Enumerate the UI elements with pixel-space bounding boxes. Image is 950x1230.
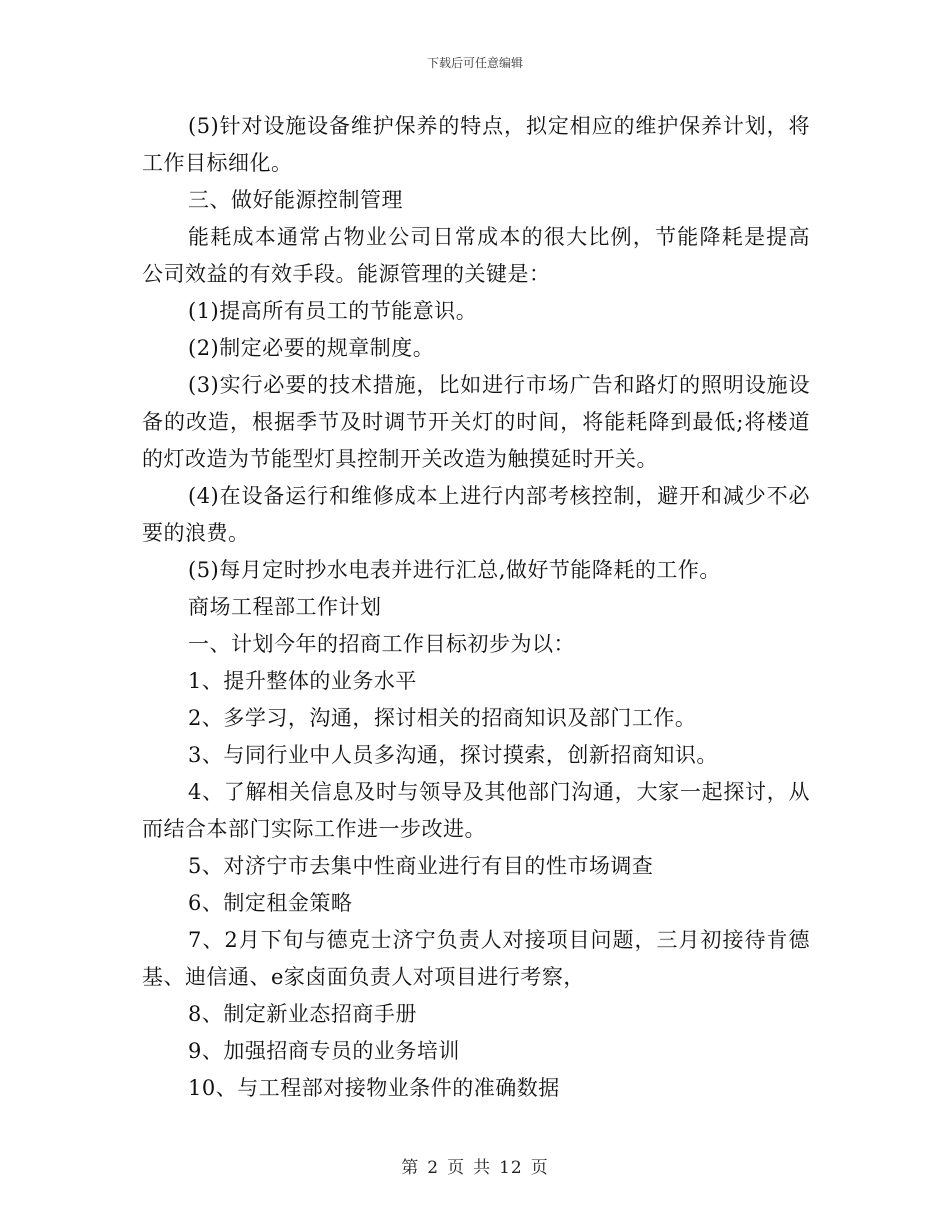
page-footer [0,1153,950,1178]
list-item: 6、制定租金策略 [188,891,353,915]
list-item: 10、与工程部对接物业条件的准确数据 [188,1076,560,1100]
list-item: (3)实行必要的技术措施，比如进行市场广告和路灯的照明设施设备的改造，根据季节及时调节开关灯的时间，将能耗降到最低;将楼道的灯改造为节能型灯具控制开关改造为触摸延时开关。 [142,373,810,471]
list-item: (5)每月定时抄水电表并进行汇总,做好节能降耗的工作。 [188,558,721,582]
list-item: 8、制定新业态招商手册 [188,1002,417,1026]
page-total: 12 [499,1158,523,1178]
list-item: 1、提升整体的业务水平 [188,669,417,693]
list-item: (2)制定必要的规章制度。 [188,336,435,360]
footer-suffix: 页 [530,1158,549,1178]
list-item: 4、了解相关信息及时与领导及其他部门沟通，大家一起探讨，从而结合本部门实际工作进一步改进。 [142,780,810,841]
footer-prefix: 第 [401,1158,420,1178]
paragraph: 能耗成本通常占物业公司日常成本的很大比例，节能降耗是提高公司效益的有效手段。能源管理的关键是： [142,225,810,286]
page-number: 2 [427,1158,440,1178]
list-item: 3、与同行业中人员多沟通，探讨摸索，创新招商知识。 [188,743,718,767]
section-heading: 三、做好能源控制管理 [188,188,403,212]
section-heading: 一、计划今年的招商工作目标初步为以： [188,632,575,656]
list-item: 5、对济宁市去集中性商业进行有目的性市场调查 [188,854,654,878]
section-heading: 商场工程部工作计划 [188,595,382,619]
paragraph: (5)针对设施设备维护保养的特点，拟定相应的维护保养计划，将工作目标细化。 [142,114,810,175]
footer-page-word: 页 [447,1158,466,1178]
document-body [142,108,810,1107]
list-item: (1)提高所有员工的节能意识。 [188,299,478,323]
footer-total-word: 共 [473,1158,492,1178]
page-header: 下载后可任意编辑 [426,56,523,70]
list-item: 7、2月下旬与德克士济宁负责人对接项目问题，三月初接待肯德基、迪信通、e家卤面负责人对项目进行考察， [142,928,810,989]
list-item: 9、加强招商专员的业务培训 [188,1039,460,1063]
list-item: 2、多学习，沟通，探讨相关的招商知识及部门工作。 [188,706,697,730]
list-item: (4)在设备运行和维修成本上进行内部考核控制，避开和减少不必要的浪费。 [142,484,810,545]
